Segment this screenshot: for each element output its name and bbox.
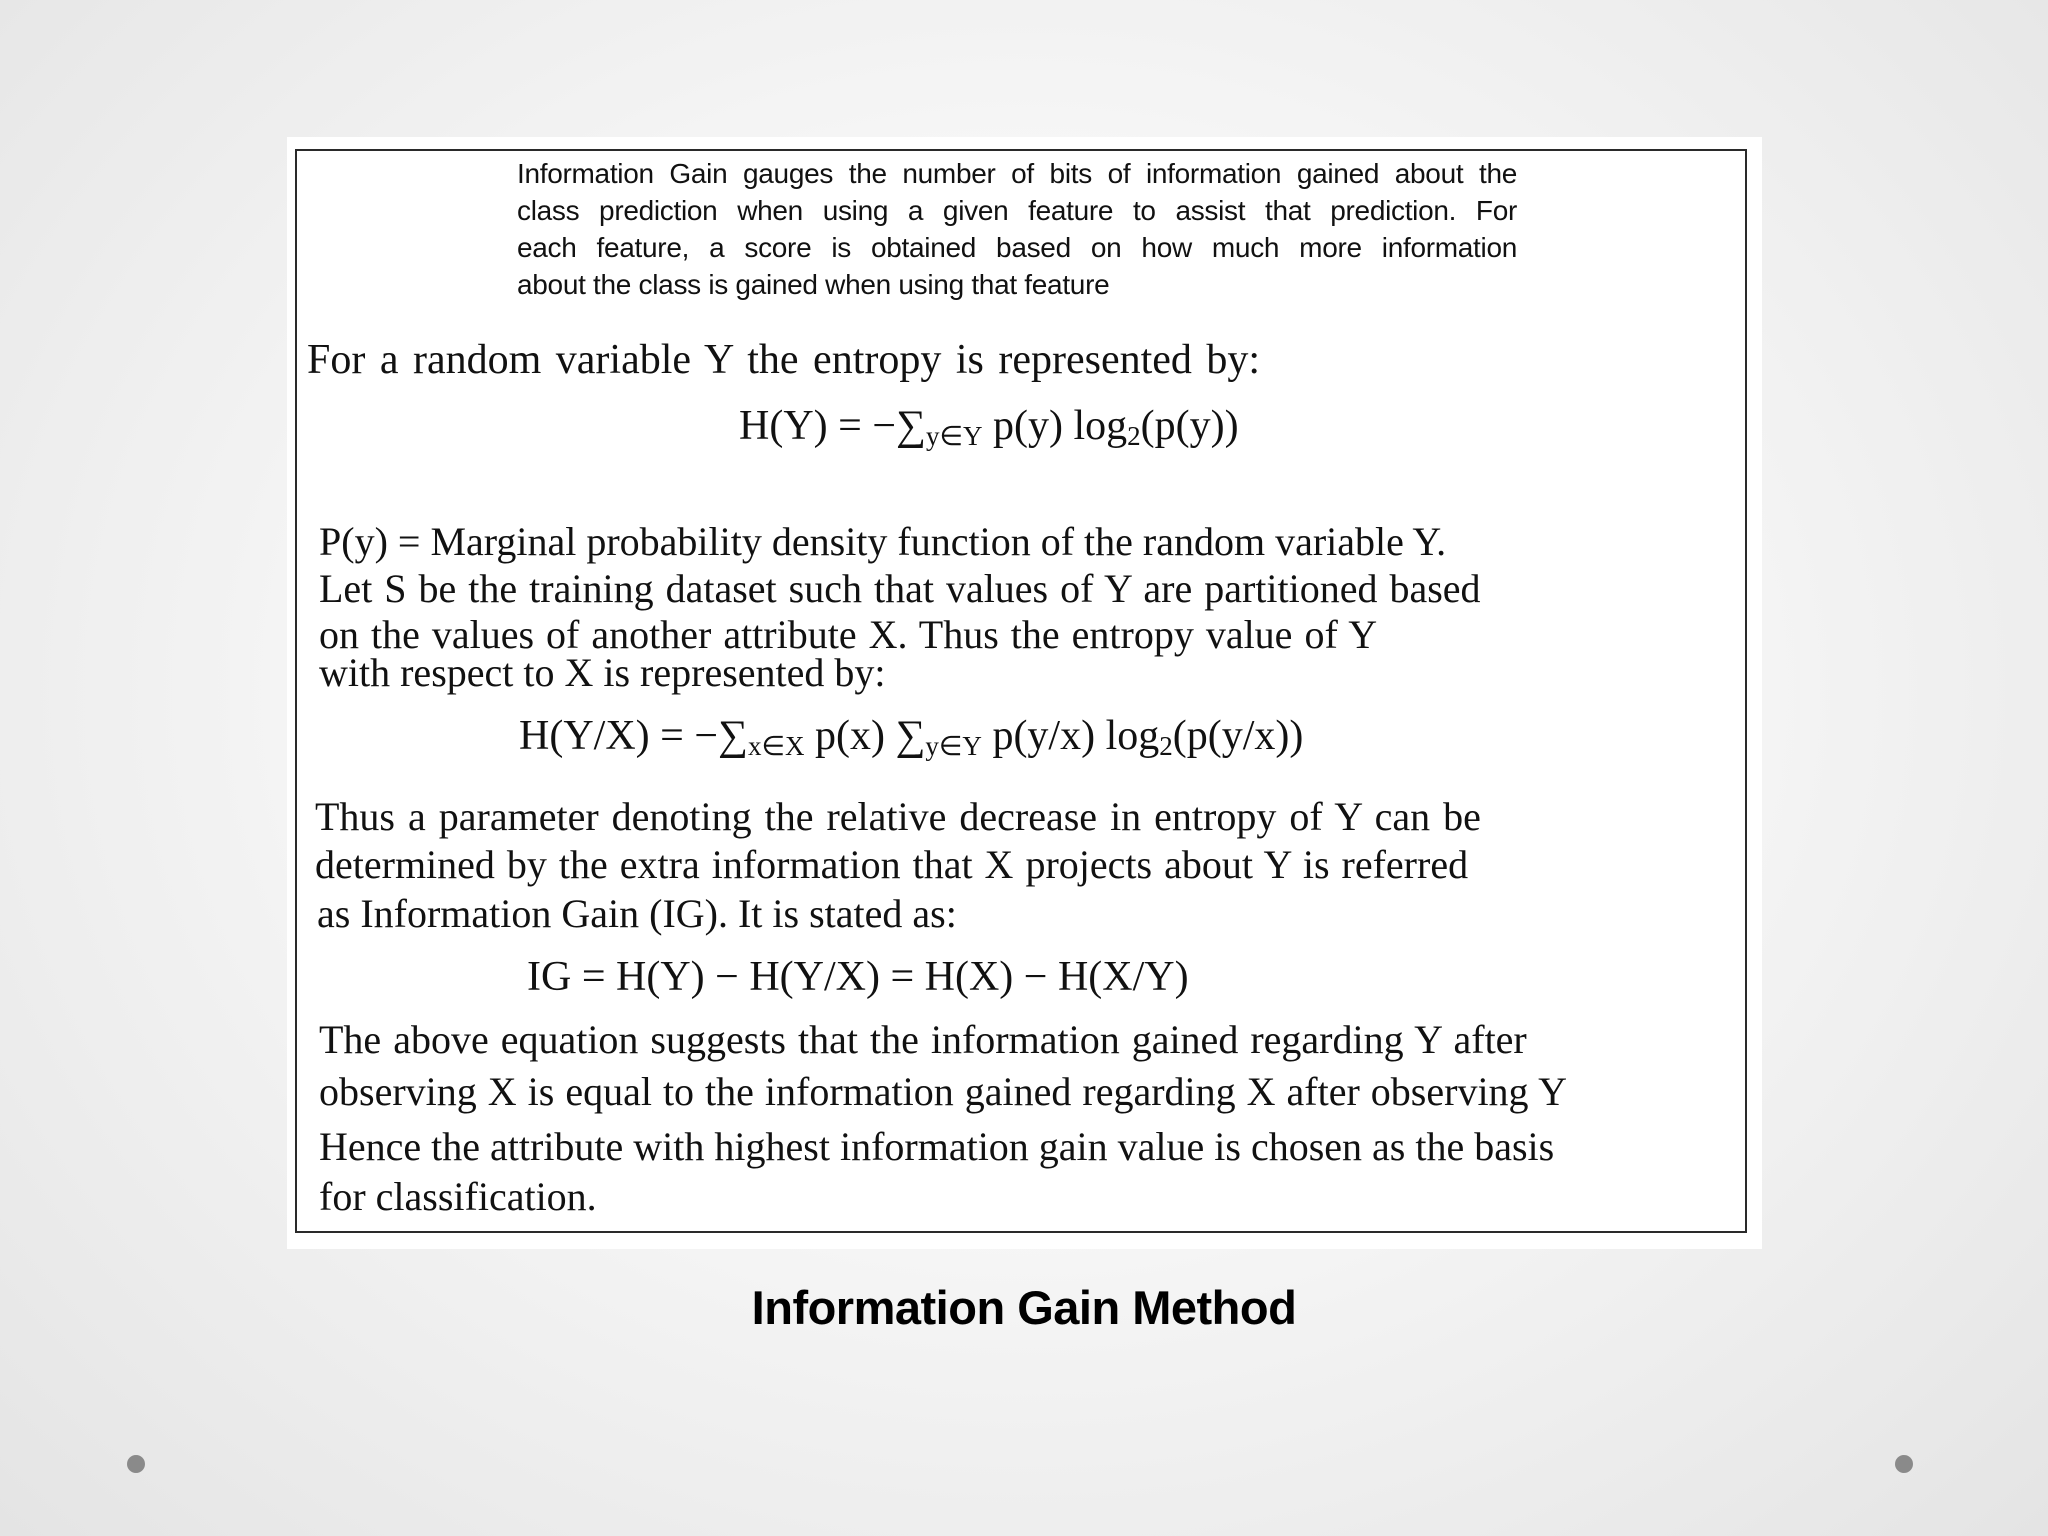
ig-line: as Information Gain (IG). It is stated as: <box>317 891 957 936</box>
intro-line: class prediction when using a given feature to assist that prediction. For <box>517 195 1517 226</box>
eq2-log-base: 2 <box>1159 731 1173 761</box>
intro-line: about the class is gained when using that feature <box>517 269 1110 300</box>
conclusion-line: The above equation suggests that the information gained regarding Y after <box>319 1017 1527 1062</box>
information-gain-equation: IG = H(Y) − H(Y/X) = H(X) − H(X/Y) <box>527 954 1189 1000</box>
eq1-lhs: H(Y) = −∑ <box>739 403 926 449</box>
eq2-sub-y: y∈Y <box>925 731 982 761</box>
ig-line: determined by the extra information that X projects about Y is referred <box>315 842 1469 887</box>
eq1-rest: p(y) log <box>982 403 1128 449</box>
conclusion-line: observing X is equal to the information gained regarding X after observing Y <box>319 1069 1567 1114</box>
eq2-rest: p(y/x) log <box>981 713 1160 759</box>
eq1-tail: (p(y)) <box>1140 403 1239 449</box>
eq1-log-base: 2 <box>1127 421 1141 451</box>
bullet-dot-left <box>127 1455 145 1473</box>
ig-line: Thus a parameter denoting the relative decrease in entropy of Y can be <box>315 794 1481 839</box>
conditional-entropy-equation <box>519 713 1304 761</box>
conclusion-line: Hence the attribute with highest information gain value is chosen as the basis <box>319 1124 1555 1169</box>
eq2-sub-x: x∈X <box>747 731 805 761</box>
bullet-dot-right <box>1895 1455 1913 1473</box>
slide-caption: Information Gain Method <box>751 1281 1297 1334</box>
body-line: with respect to X is represented by: <box>319 650 886 695</box>
intro-paragraph <box>517 155 1517 303</box>
entropy-equation <box>739 403 1239 451</box>
conclusion-line: for classification. <box>319 1174 597 1219</box>
information-gain-figure <box>287 137 1762 1249</box>
body-line: on the values of another attribute X. Thus the entropy value of Y <box>319 612 1378 657</box>
eq2-tail: (p(y/x)) <box>1172 713 1304 759</box>
eq1-sub: y∈Y <box>925 421 983 451</box>
eq2-mid: p(x) ∑ <box>804 713 926 759</box>
body-line: P(y) = Marginal probability density function of the random variable Y. <box>319 519 1447 564</box>
entropy-intro: For a random variable Y the entropy is represented by: <box>307 337 1261 383</box>
intro-line: Information Gain gauges the number of bits of information gained about the <box>517 158 1517 189</box>
intro-line: each feature, a score is obtained based on how much more information <box>517 232 1517 263</box>
body-line: Let S be the training dataset such that values of Y are partitioned based <box>319 566 1481 611</box>
eq2-lhs: H(Y/X) = −∑ <box>519 713 748 759</box>
